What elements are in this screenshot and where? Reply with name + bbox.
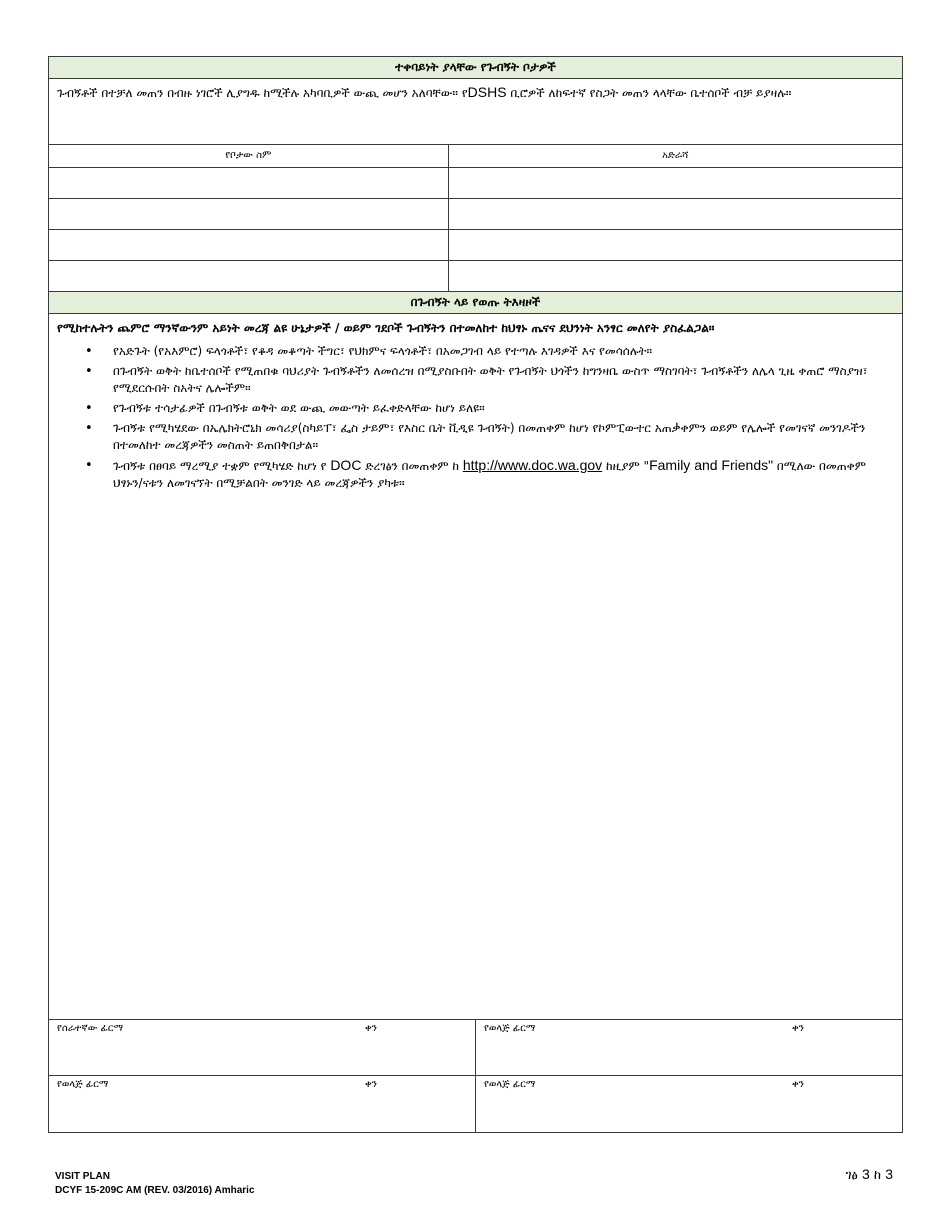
address-cell[interactable] bbox=[448, 198, 902, 229]
locations-section-title: ተቀባይነት ያላቸው የጉብኝት ቦታዎች bbox=[49, 57, 902, 79]
parent-signature-label: የወላጅ ፊርማ bbox=[484, 1078, 536, 1090]
instructions-section-title: በጉብኝት ላይ የወጡ ትእዛዞች bbox=[49, 292, 902, 314]
location-name-header: የቦታው ስም bbox=[49, 145, 448, 167]
form-number: DCYF 15-209C AM (REV. 03/2016) Amharic bbox=[55, 1185, 255, 1196]
table-row bbox=[49, 260, 902, 291]
locations-intro: ጉብኝቶች በተቻለ መጠን በብዙ ነገሮች ሊያግዱ ከሚችሉ አካባቢዎች ውጪ መሆን አለባቸው። የDSHS ቢሮዎች ለከፍተኛ የስጋት መጠን ላላቸው ቤተሰቦች ብቻ ይያዛሉ። bbox=[49, 79, 902, 145]
address-header: አድራሻ bbox=[448, 145, 902, 167]
date-label: ቀን bbox=[365, 1022, 377, 1034]
parent-signature-field[interactable] bbox=[476, 1076, 902, 1132]
list-item: • ጉብኝቱ በፀባይ ማረሚያ ተቋም የሚካሄድ ከሆነ የ DOC ድረገፅን በመጠቀም ከ http://www.doc.wa.gov ከዚያም "Family and Friends" በሚለው በመጠቀም ህፃኑን/ናቱን ለመገናኘት በሚቻልበት መንገድ ላይ መረጃዎችን ያካቱ። bbox=[85, 457, 888, 492]
parent-signature-field[interactable] bbox=[476, 1020, 902, 1076]
address-cell[interactable] bbox=[448, 167, 902, 198]
list-item: • በጉብኝት ወቅት ከቤተሰቦች የሚጠበቁ ባህሪያት ጉብኝቶችን ለመሰረዝ በሚያስቡበት ወቅት የጉብኝት ህጎችን ከግንዛቤ ውስጥ ማስገባት፣ ጉብኝቶችን ለሌላ ጊዜ ቀጠሮ ማስያዝ፣ የሚደርሱበት ስአትና ሌሎችም። bbox=[85, 363, 888, 397]
doc-website-link[interactable]: http://www.doc.wa.gov bbox=[462, 456, 603, 473]
location-name-cell[interactable] bbox=[49, 229, 448, 260]
date-label: ቀን bbox=[792, 1022, 804, 1034]
signature-grid bbox=[49, 1019, 902, 1132]
worker-signature-field[interactable] bbox=[49, 1020, 476, 1076]
table-row bbox=[49, 229, 902, 260]
address-cell[interactable] bbox=[448, 260, 902, 291]
instructions-lead: የሚከተሉትን ጨምሮ ማንኛውንም አይነት መረጃ ልዩ ሁኔታዎች / ወይም ገደቦች ጉብኝትን በተመለከተ ከህፃኑ ጤናና ደህንነት አንፃር መለየት ያስፈልጋል። bbox=[57, 320, 715, 335]
list-item: • የጉብኝቱ ተሳታፊዎች በጉብኝቱ ወቅት ወደ ውጪ መውጣት ይፈቀድላቸው ከሆነ ይለዩ። bbox=[85, 400, 888, 417]
location-name-cell[interactable] bbox=[49, 260, 448, 291]
table-row bbox=[49, 198, 902, 229]
page-indicator: ገፅ 3 ከ 3 bbox=[845, 1166, 893, 1183]
worker-signature-label: የሰራተኛው ፊርማ bbox=[57, 1022, 124, 1034]
location-name-cell[interactable] bbox=[49, 167, 448, 198]
date-label: ቀን bbox=[365, 1078, 377, 1090]
form-footer bbox=[55, 1170, 255, 1198]
locations-table bbox=[49, 145, 902, 292]
parent-signature-label: የወላጅ ፊርማ bbox=[57, 1078, 109, 1090]
list-item: • ጉብኝቱ የሚካሄደው በኤሌክትሮኒክ መሳሪያ(ስካይፐ፣ ፌስ ታይም፣ የእስር ቤት ቪዲዩ ጉብኝት) በመጠቀም ከሆነ የኮምፒውተር አጠቃቀምን ወይም የሌሎች የመገናኛ መንገዶችን በተመለከተ መረጃዎችን መስጠት ይጠበቅበታል። bbox=[85, 420, 888, 454]
instructions-list bbox=[49, 343, 902, 492]
parent-signature-field[interactable] bbox=[49, 1076, 476, 1132]
location-name-cell[interactable] bbox=[49, 198, 448, 229]
list-item: • የአድጉት (የአእምሮ) ፍላጎቶች፣ የቆዳ መቆጣት ችግር፣ የህክምና ፍላጎቶች፣ በአመጋገብ ላይ የተጣሉ እገዳዎች እና የመሳሰሉት። bbox=[85, 343, 888, 360]
form-title: VISIT PLAN bbox=[55, 1171, 111, 1182]
parent-signature-label: የወላጅ ፊርማ bbox=[484, 1022, 536, 1034]
visit-plan-form bbox=[48, 56, 903, 1133]
date-label: ቀን bbox=[792, 1078, 804, 1090]
table-row bbox=[49, 167, 902, 198]
notes-area[interactable] bbox=[49, 495, 902, 1019]
address-cell[interactable] bbox=[448, 229, 902, 260]
